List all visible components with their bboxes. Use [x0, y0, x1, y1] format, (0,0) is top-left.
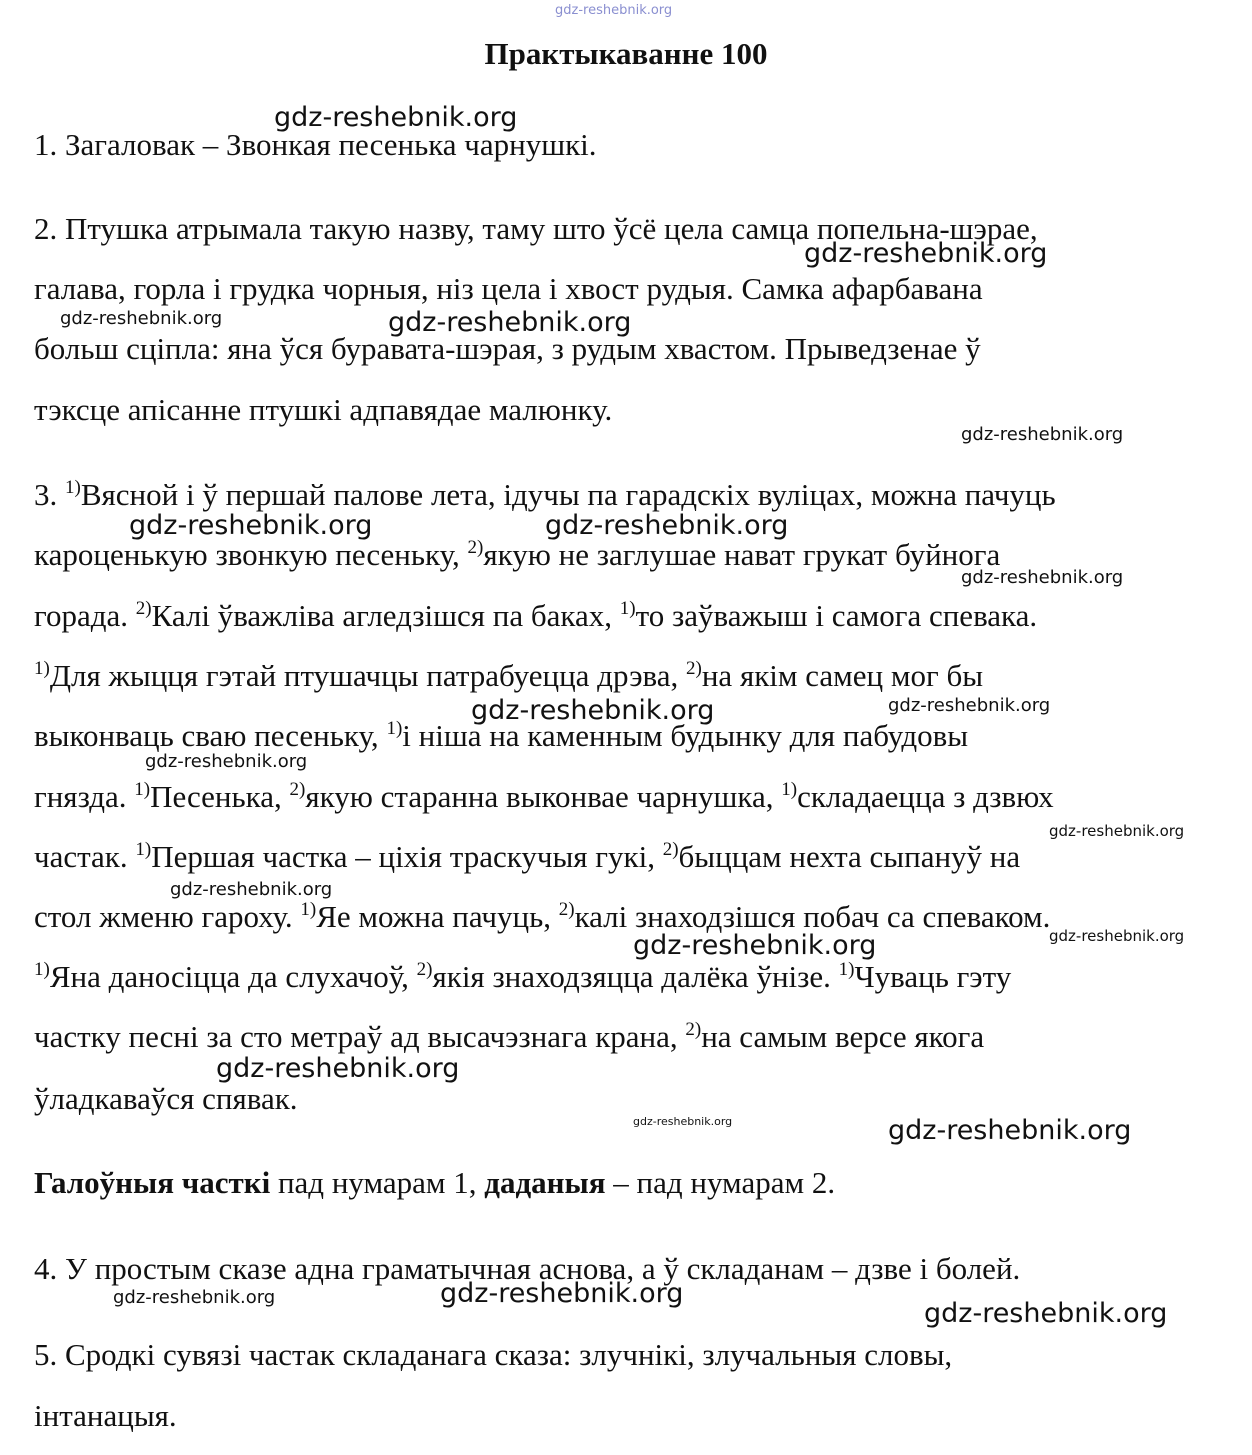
- answer-3-conclusion: [34, 1163, 835, 1203]
- watermark: gdz-reshebnik.org: [471, 695, 715, 726]
- clause-mark: 2): [416, 959, 433, 980]
- clause-mark: 2): [467, 537, 484, 558]
- clause-mark: 1): [619, 598, 636, 619]
- line-text: – пад нумарам 2.: [605, 1165, 836, 1200]
- watermark: gdz-reshebnik.org: [633, 930, 877, 961]
- line-text: на якім самец мог бы: [701, 658, 984, 693]
- clause-mark: 1): [34, 959, 50, 980]
- watermark: gdz-reshebnik.org: [545, 510, 789, 541]
- line-text: частку песні за сто метраў ад высачэзнага крана,: [34, 1019, 686, 1054]
- line-text: 3.: [34, 477, 65, 512]
- answer-3-line-4: [34, 656, 983, 696]
- line-text: Першая частка – ціхія траскучыя гукі,: [151, 839, 663, 874]
- line-text: Вясной і ў першай палове лета, ідучы па гарадскіх вуліцах, можна пачуць: [80, 477, 1056, 512]
- watermark: gdz-reshebnik.org: [274, 102, 518, 133]
- line-text: то заўважыш і самога спевака.: [635, 598, 1038, 633]
- clause-mark: 2): [662, 839, 679, 860]
- answer-5-line-2: інтанацыя.: [34, 1398, 177, 1433]
- watermark: gdz-reshebnik.org: [888, 695, 1051, 716]
- line-text: на самым версе якога: [701, 1019, 985, 1054]
- clause-mark: 2): [685, 1019, 702, 1040]
- clause-mark: 2): [135, 598, 152, 619]
- clause-mark: 1): [386, 718, 403, 739]
- watermark: gdz-reshebnik.org: [216, 1053, 460, 1084]
- answer-3-line-3: [34, 596, 1037, 636]
- line-text: частак.: [34, 839, 136, 874]
- answer-2-line-4: тэксце апісанне птушкі адпавядае малюнку.: [34, 392, 613, 427]
- line-text: Калі ўважліва агледзішся па баках,: [151, 598, 620, 633]
- line-text: Чуваць гэту: [854, 959, 1012, 994]
- line-text: быццам нехта сыпануў на: [678, 839, 1021, 874]
- clause-mark: 1): [781, 779, 798, 800]
- answer-2-line-1: 2. Птушка атрымала такую назву, таму што ўсё цела самца попельна-шэрае,: [34, 211, 1038, 246]
- answer-3-line-6: [34, 777, 1054, 817]
- answer-5-line-1: 5. Сродкі сувязі частак складанага сказа: злучнікі, злучальныя словы,: [34, 1337, 953, 1372]
- answer-4-line: 4. У простым сказе адна граматычная аснова, а ў складанам – дзве і болей.: [34, 1251, 1021, 1286]
- watermark: gdz-reshebnik.org: [1049, 822, 1185, 840]
- watermark: gdz-reshebnik.org: [60, 308, 223, 329]
- watermark: gdz-reshebnik.org: [1049, 927, 1185, 945]
- line-text: складаецца з дзвюх: [797, 779, 1054, 814]
- clause-mark: 1): [135, 839, 152, 860]
- answer-3-line-8: [34, 897, 1050, 937]
- watermark: gdz-reshebnik.org: [388, 307, 632, 338]
- watermark: gdz-reshebnik.org: [113, 1287, 276, 1308]
- watermark: gdz-reshebnik.org: [633, 1115, 733, 1128]
- line-text: горада.: [34, 598, 136, 633]
- clause-mark: 1): [838, 959, 855, 980]
- watermark: gdz-reshebnik.org: [170, 879, 333, 900]
- clause-mark: 1): [300, 899, 317, 920]
- clause-mark: 1): [65, 477, 81, 498]
- answer-3-line-11: ўладкаваўся спявак.: [34, 1081, 298, 1116]
- answer-3-line-10: [34, 1017, 984, 1057]
- line-text: якую старанна выконвае чарнушка,: [305, 779, 782, 814]
- answer-3-line-2: [34, 535, 1000, 575]
- line-text: і ніша на каменным будынку для пабудовы: [402, 718, 969, 753]
- line-text: стол жменю гароху.: [34, 899, 301, 934]
- line-text: кароценькую звонкую песеньку,: [34, 537, 468, 572]
- clause-mark: 1): [134, 779, 151, 800]
- bold-term: даданыя: [484, 1165, 606, 1200]
- clause-mark: 2): [289, 779, 306, 800]
- watermark: gdz-reshebnik.org: [804, 238, 1048, 269]
- clause-mark: 2): [686, 658, 702, 679]
- line-text: якую не заглушае нават грукат буйнога: [483, 537, 1001, 572]
- answer-1-line: 1. Загаловак – Звонкая песенька чарнушкі.: [34, 127, 597, 162]
- page-title: Практыкаванне 100: [484, 36, 768, 71]
- watermark: gdz-reshebnik.org: [961, 567, 1124, 588]
- line-text: Песенька,: [150, 779, 290, 814]
- answer-2-line-3: больш сціпла: яна ўся буравата-шэрая, з рудым хвастом. Прыведзенае ў: [34, 331, 981, 366]
- line-text: якія знаходзяцца далёка ўнізе.: [432, 959, 839, 994]
- line-text: гнязда.: [34, 779, 135, 814]
- clause-mark: 1): [34, 658, 50, 679]
- clause-mark: 2): [558, 899, 575, 920]
- bold-term: Галоўныя часткі: [34, 1165, 271, 1200]
- answer-2-line-2: галава, горла і грудка чорныя, ніз цела і хвост рудыя. Самка афарбавана: [34, 271, 983, 306]
- line-text: Яе можна пачуць,: [316, 899, 559, 934]
- answer-3-line-7: [34, 837, 1020, 877]
- line-text: пад нумарам 1,: [270, 1165, 485, 1200]
- line-text: Для жыцця гэтай птушачцы патрабуецца дрэва,: [49, 658, 687, 693]
- watermark: gdz-reshebnik.org: [555, 3, 673, 18]
- line-text: калі знаходзішся побач са спеваком.: [574, 899, 1051, 934]
- watermark: gdz-reshebnik.org: [888, 1115, 1132, 1146]
- watermark: gdz-reshebnik.org: [129, 510, 373, 541]
- watermark: gdz-reshebnik.org: [924, 1298, 1168, 1329]
- watermark: gdz-reshebnik.org: [961, 424, 1124, 445]
- answer-3-line-1: [34, 475, 1056, 515]
- line-text: Яна даносіцца да слухачоў,: [49, 959, 417, 994]
- line-text: выконваць сваю песеньку,: [34, 718, 387, 753]
- watermark: gdz-reshebnik.org: [145, 751, 308, 772]
- answer-3-line-9: [34, 957, 1011, 997]
- watermark: gdz-reshebnik.org: [440, 1278, 684, 1309]
